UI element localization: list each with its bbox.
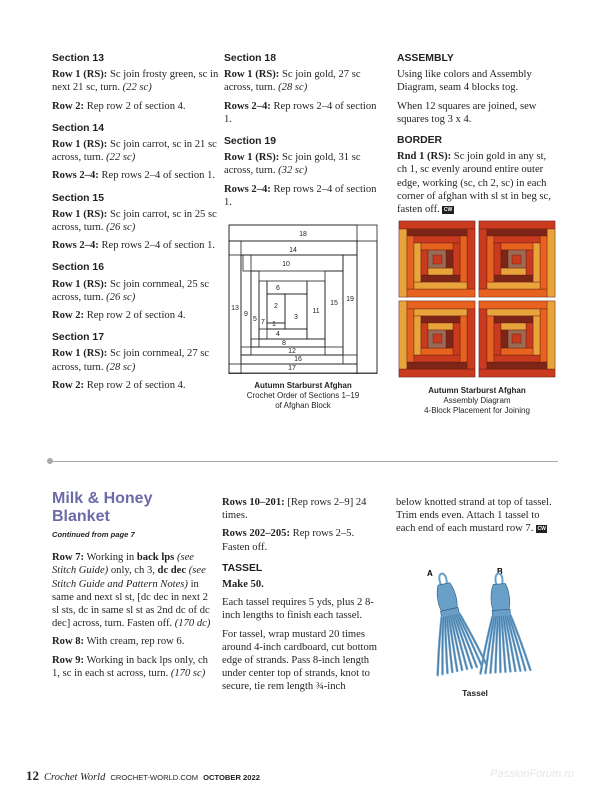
row-label: Rows 2–4: xyxy=(52,170,99,182)
section-block xyxy=(52,122,220,183)
tassel-paragraph: For tassel, wrap mustard 20 times around 4-inch cardboard, cut bottom edge of strands. Pass 8-inch length under center top of strands, knot to secure, tie rem length ¾-inch xyxy=(222,628,378,693)
section-heading: Section 17 xyxy=(52,332,104,344)
row-label: Row 8: xyxy=(52,636,85,648)
section-block xyxy=(52,52,220,113)
right-column xyxy=(397,52,557,221)
magazine-name: Crochet World xyxy=(44,772,106,783)
row-paragraph xyxy=(52,239,220,252)
row-text: Rep rows 2–4 of section 1. xyxy=(224,100,377,125)
tassel-label-b: B xyxy=(497,567,503,576)
section-heading: Section 15 xyxy=(52,192,104,204)
row-count: (170 sc) xyxy=(170,667,206,679)
tassel-heading: TASSEL xyxy=(222,562,263,574)
row-text: [Rep rows 2–9] 24 times. xyxy=(222,497,367,522)
assembly-paragraph: Using like colors and Assembly Diagram, seam 4 blocks tog. xyxy=(397,69,532,94)
border-paragraph xyxy=(397,150,557,216)
rows202-paragraph xyxy=(222,527,382,553)
afghan-block xyxy=(479,301,555,377)
row-label: Row 2: xyxy=(52,310,85,322)
caption-title: Autumn Starburst Afghan xyxy=(428,386,526,395)
afghan-block xyxy=(399,301,475,377)
row-paragraph xyxy=(224,183,384,209)
section-heading: Section 13 xyxy=(52,53,104,64)
middle-column xyxy=(224,52,384,218)
section-number-label: 2 xyxy=(274,303,278,310)
row-paragraph xyxy=(52,347,220,373)
row-text: Sc join frosty green, sc in next 21 sc, turn. xyxy=(52,69,219,94)
section-block xyxy=(52,192,220,253)
row-text: Sc join cornmeal, 27 sc across, turn. xyxy=(52,348,210,373)
row-count: (26 sc) xyxy=(106,291,136,303)
magazine-site: CROCHET-WORLD.COM xyxy=(110,773,199,782)
milk-honey-col2 xyxy=(222,496,382,699)
row9-paragraph xyxy=(52,654,212,680)
row-text: (see Stitch Guide) xyxy=(52,552,194,577)
row-count: (32 sc) xyxy=(278,165,308,177)
border-heading: BORDER xyxy=(397,135,443,147)
section-number-label: 5 xyxy=(253,316,257,323)
page-footer xyxy=(26,768,260,784)
row-text: Rep row 2 of section 4. xyxy=(84,379,186,391)
rows10-paragraph xyxy=(222,496,382,522)
afghan-block xyxy=(399,221,475,297)
block-order-diagram xyxy=(228,224,378,374)
row-label: Row 1 (RS): xyxy=(52,139,108,151)
row-text: Working in back lps only, ch 1, sc in each st across, turn. xyxy=(52,654,208,679)
row-label: Rows 2–4: xyxy=(224,183,271,195)
row-paragraph xyxy=(52,138,220,164)
caption-title: Autumn Starburst Afghan xyxy=(254,381,352,390)
row-count: (170 dc) xyxy=(174,618,211,630)
row-text: back lps xyxy=(136,552,175,564)
row-label: Rows 202–205: xyxy=(222,528,290,540)
milk-honey-title: Milk & Honey Blanket xyxy=(52,490,153,525)
issue-date: OCTOBER 2022 xyxy=(203,773,260,782)
row-label: Row 2: xyxy=(52,100,85,112)
section-block xyxy=(224,135,384,209)
row7-paragraph xyxy=(52,551,212,630)
row-count: (22 sc) xyxy=(122,82,152,94)
border-text: Sc join gold in any st, ch 1, sc evenly around entire outer edge, working (sc, ch 2, sc) in each corner of afghan with sl st in beg sc, fasten off. xyxy=(397,151,551,216)
row-label: Row 2: xyxy=(52,379,85,391)
row-text: Sc join gold, 27 sc across, turn. xyxy=(224,69,361,94)
section-number-label: 16 xyxy=(294,356,302,363)
row-paragraph xyxy=(52,379,220,392)
section-block xyxy=(52,331,220,392)
row-text: Sc join gold, 31 sc across, turn. xyxy=(224,152,361,177)
tassel-caption: Tassel xyxy=(462,688,488,698)
assembly-paragraph: When 12 squares are joined, sew squares tog 3 x 4. xyxy=(397,100,537,125)
make-label: Make 50. xyxy=(222,579,264,591)
tassel-illustration xyxy=(405,560,535,698)
section-number-label: 9 xyxy=(244,311,248,318)
milk-honey-col3 xyxy=(396,496,558,541)
row-text: dc dec xyxy=(157,565,187,577)
tassel-drawing xyxy=(474,572,531,674)
caption-line: Assembly Diagram xyxy=(443,396,511,405)
row-text: Rep rows 2–4 of section 1. xyxy=(98,240,216,252)
section-heading: Section 18 xyxy=(224,53,276,64)
section-block xyxy=(224,52,384,126)
section-number-label: 14 xyxy=(289,247,297,254)
row-label: Row 1 (RS): xyxy=(52,278,108,290)
caption-line: of Afghan Block xyxy=(275,401,331,410)
row-text: Sc join cornmeal, 25 sc across, turn. xyxy=(52,278,210,303)
section-heading: Section 19 xyxy=(224,136,276,148)
row-label: Rows 10–201: xyxy=(222,497,285,508)
tassel-text: below knotted strand at top of tassel. Trim ends even. Attach 1 tassel to each end of each mustard row 7. xyxy=(396,497,552,535)
section-number-label: 7 xyxy=(261,319,265,326)
row-text: Rep rows 2–4 of section 1. xyxy=(98,170,216,182)
row-paragraph xyxy=(224,151,384,177)
section-number-label: 8 xyxy=(282,340,286,347)
row-count: (22 sc) xyxy=(106,152,136,164)
row-count: (28 sc) xyxy=(106,361,136,373)
row-label: Row 9: xyxy=(52,654,85,666)
section-number-label: 3 xyxy=(294,314,298,321)
row-label: Rows 2–4: xyxy=(224,100,271,112)
left-column xyxy=(52,52,220,401)
row-paragraph xyxy=(224,100,384,126)
section-number-label: 17 xyxy=(288,365,296,372)
border-label: Rnd 1 (RS): xyxy=(397,151,452,163)
cw-badge: CW xyxy=(443,206,453,213)
row-paragraph xyxy=(52,68,220,94)
row-count: (26 sc) xyxy=(106,222,136,234)
row-text: Sc join carrot, sc in 25 sc across, turn. xyxy=(52,208,217,234)
row-count: (28 sc) xyxy=(278,82,308,94)
continued-note: Continued from page 7 xyxy=(52,530,135,539)
assembly-heading: ASSEMBLY xyxy=(397,53,454,64)
section-number-label: 10 xyxy=(282,261,290,268)
row-text: Working in xyxy=(84,552,137,564)
section-divider xyxy=(52,461,558,462)
row-text: Rep rows 2–5. Fasten off. xyxy=(222,528,355,553)
section-heading: Section 16 xyxy=(52,262,104,274)
block-diagram-caption xyxy=(228,381,378,411)
section-number-label: 12 xyxy=(288,348,296,355)
row-label: Row 1 (RS): xyxy=(52,69,108,81)
row-label: Row 1 (RS): xyxy=(224,69,280,81)
milk-honey-col1 xyxy=(52,490,212,685)
row-text: (see Stitch Guide and Pattern Notes) xyxy=(52,565,206,590)
row-text: in same and next sl st, [dc dec in next 2 sl sts, dc in same sl st as 2nd dc of dc dec] across, turn. Fasten off. xyxy=(52,578,210,630)
make-count xyxy=(222,578,382,591)
row-text: Rep row 2 of section 4. xyxy=(84,310,186,322)
section-number-label: 11 xyxy=(312,308,320,315)
row-paragraph xyxy=(224,68,384,94)
section-number-label: 19 xyxy=(346,296,354,303)
row-text: only, ch 3, xyxy=(108,565,158,577)
row-text: Sc join carrot, sc in 21 sc across, turn. xyxy=(52,139,217,164)
row-label: Row 7: xyxy=(52,552,85,564)
row-paragraph xyxy=(52,100,220,113)
section-number-label: 18 xyxy=(299,231,307,238)
row-text: Rep rows 2–4 of section 1. xyxy=(224,183,377,208)
row-paragraph xyxy=(52,169,220,182)
section-number-label: 4 xyxy=(276,331,280,338)
row-label: Rows 2–4: xyxy=(52,240,99,252)
section-number-label: 15 xyxy=(330,300,338,307)
section-number-label: 13 xyxy=(231,305,239,312)
tassel-drawing xyxy=(417,568,486,675)
row-text: With cream, rep row 6. xyxy=(84,636,185,648)
assembly-diagram xyxy=(397,219,557,379)
assembly-caption xyxy=(397,386,557,416)
section-number-label: 6 xyxy=(276,285,280,292)
watermark: PassionForum.ru xyxy=(490,768,574,780)
row-label: Row 1 (RS): xyxy=(52,208,108,220)
row-paragraph xyxy=(52,309,220,322)
tassel-label-a: A xyxy=(427,569,433,578)
row-paragraph xyxy=(52,208,220,234)
section-number-label: 1 xyxy=(272,321,276,328)
caption-line: 4-Block Placement for Joining xyxy=(424,406,530,415)
cw-badge: CW xyxy=(537,525,546,532)
afghan-block xyxy=(479,221,555,297)
row-label: Row 1 (RS): xyxy=(52,348,108,360)
row-label: Row 1 (RS): xyxy=(224,152,280,164)
row-text: Rep row 2 of section 4. xyxy=(84,100,186,112)
section-block xyxy=(52,261,220,322)
tassel-paragraph xyxy=(396,496,558,536)
tassel-paragraph: Each tassel requires 5 yds, plus 2 8-inch lengths to finish each tassel. xyxy=(222,597,374,622)
row8-paragraph xyxy=(52,635,212,648)
row-paragraph xyxy=(52,278,220,304)
caption-line: Crochet Order of Sections 1–19 xyxy=(246,391,360,400)
section-heading: Section 14 xyxy=(52,122,104,134)
page-number: 12 xyxy=(26,768,39,783)
